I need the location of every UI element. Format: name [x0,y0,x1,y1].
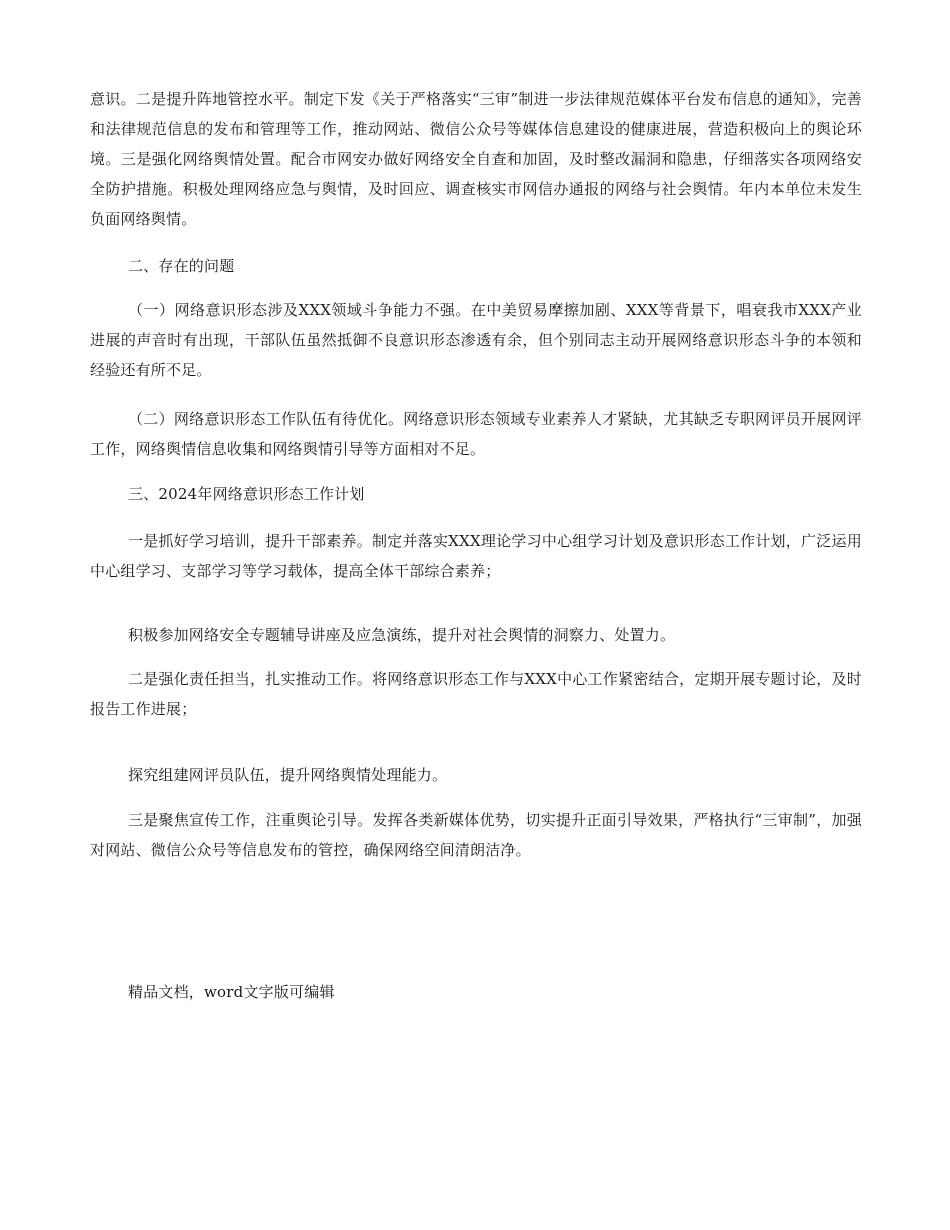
paragraph-opening: 意识。二是提升阵地管控水平。制定下发《关于严格落实“三审”制进一步法律规范媒体平台发布信息的通知》，完善和法律规范信息的发布和管理等工作，推动网站、微信公众号等媒体信息建设的健康进展，营造积极向上的舆论环境。三是强化网络舆情处置。配合市网安办做好网络安全自查和加固，及时整改漏洞和隐患，仔细落实各项网络安全防护措施。积极处理网络应急与舆情，及时回应、调查核实市网信办通报的网络与社会舆情。年内本单位未发生负面网络舆情。 [90,90,862,228]
paragraph-plan-3: 三是聚焦宣传工作，注重舆论引导。发挥各类新媒体优势，切实提升正面引导效果，严格执行“三审制”，加强对网站、微信公众号等信息发布的管控，确保网络空间清朗洁净。 [90,811,862,859]
paragraph-plan-2: 二是强化责任担当，扎实推动工作。将网络意识形态工作与XXX中心工作紧密结合，定期开展专题讨论，及时报告工作进展； [90,670,862,718]
paragraph-problem-1: （一）网络意识形态涉及XXX领域斗争能力不强。在中美贸易摩擦加剧、XXX等背景下，唱衰我市XXX产业进展的声音时有出现，干部队伍虽然抵御不良意识形态渗透有余，但个别同志主动开展网络意识形态斗争的本领和经验还有所不足。 [90,301,862,379]
paragraph-plan-2b: 探究组建网评员队伍，提升网络舆情处理能力。 [128,766,448,784]
paragraph-problem-2: （二）网络意识形态工作队伍有待优化。网络意识形态领域专业素养人才紧缺，尤其缺乏专职网评员开展网评工作，网络舆情信息收集和网络舆情引导等方面相对不足。 [90,410,862,458]
paragraph-plan-1b: 积极参加网络安全专题辅导讲座及应急演练，提升对社会舆情的洞察力、处置力。 [128,626,676,644]
footer-note: 精品文档，word文字版可编辑 [128,983,335,1001]
paragraph-plan-1: 一是抓好学习培训，提升干部素养。制定并落实XXX理论学习中心组学习计划及意识形态工作计划，广泛运用中心组学习、支部学习等学习载体，提高全体干部综合素养； [90,532,862,580]
section-heading-problems: 二、存在的问题 [128,257,235,275]
section-heading-plan: 三、2024年网络意识形态工作计划 [128,485,365,503]
